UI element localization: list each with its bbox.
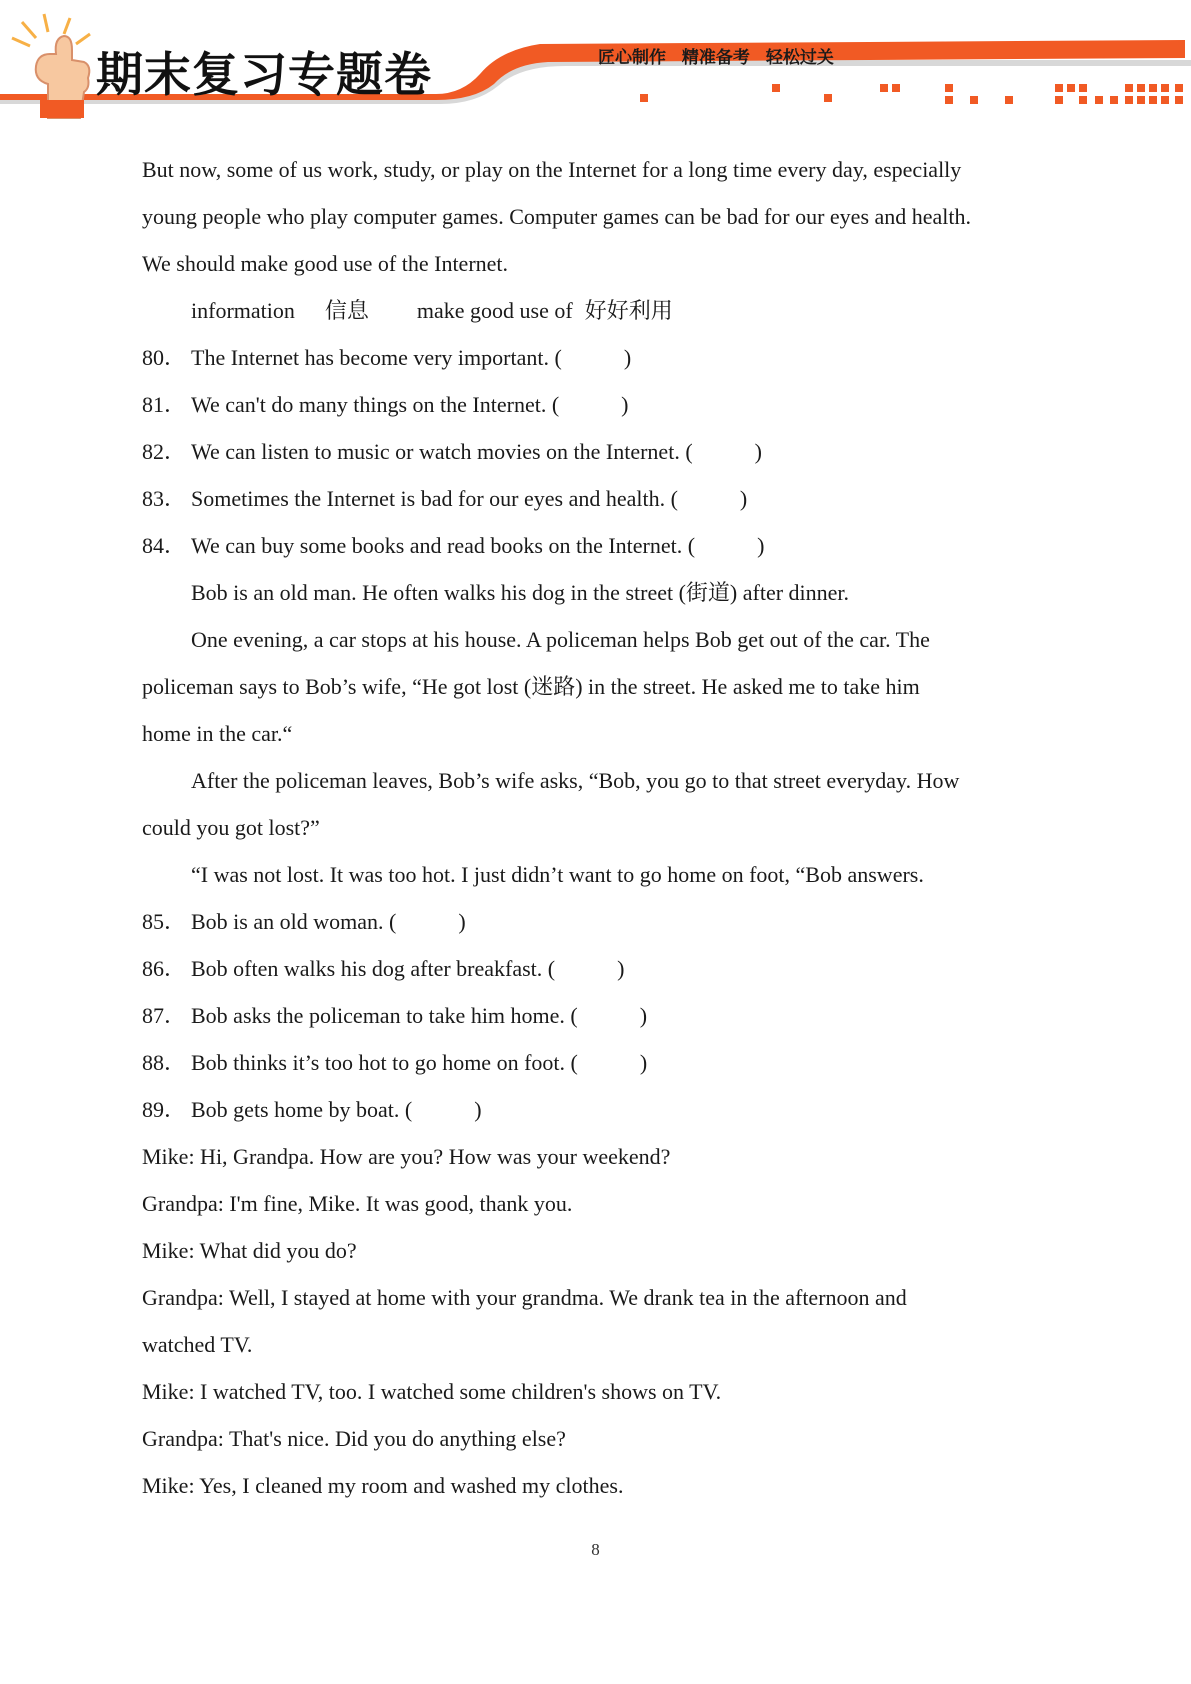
question-89 [142,1086,1062,1133]
question-text: The Internet has become very important. ( [191,345,562,370]
question-text: Bob asks the policeman to take him home. ( [191,1003,578,1028]
question-number: 83． [142,486,187,511]
page-content [142,146,1062,1509]
question-88 [142,1039,1062,1086]
question-close: ) [474,1097,482,1122]
question-number: 89． [142,1097,187,1122]
question-87 [142,992,1062,1039]
dialogue-line: Mike: What did you do? [142,1238,357,1263]
question-text: Bob is an old woman. ( [191,909,397,934]
vocab-gloss: 信息 [324,298,369,323]
question-close: ) [757,533,765,558]
question-82 [142,428,1062,475]
question-80 [142,334,1062,381]
header-slogan: 匠心制作 精准备考 轻松过关 [598,48,834,68]
question-number: 88． [142,1050,187,1075]
dialogue-line: Grandpa: I'm fine, Mike. It was good, thank you. [142,1191,573,1216]
question-number: 84． [142,533,187,558]
question-text: We can't do many things on the Internet. ( [191,392,560,417]
question-number: 80． [142,345,187,370]
page-header [0,0,1191,120]
question-close: ) [617,956,625,981]
question-text: We can buy some books and read books on the Internet. ( [191,533,696,558]
passage-line: “I was not lost. It was too hot. I just didn’t want to go home on foot, “Bob answers. [191,862,924,887]
passage-line: We should make good use of the Internet. [142,251,509,276]
passage-line: young people who play computer games. Computer games can be bad for our eyes and health. [142,204,972,229]
dialogue-line: Mike: Hi, Grandpa. How are you? How was your weekend? [142,1144,671,1169]
passage-line: policeman says to Bob’s wife, “He got lost (迷路) in the street. He asked me to take him [142,674,920,699]
vocab-term: make good use of [416,298,573,323]
question-close: ) [458,909,466,934]
question-85 [142,898,1062,945]
question-text: Bob often walks his dog after breakfast. ( [191,956,556,981]
question-text: We can listen to music or watch movies on the Internet. ( [191,439,693,464]
question-number: 87． [142,1003,187,1028]
question-text: Bob gets home by boat. ( [191,1097,413,1122]
question-83 [142,475,1062,522]
question-number: 86． [142,956,187,981]
exam-title: 期末复习专题卷 [96,48,432,103]
question-84 [142,522,1062,569]
question-81 [142,381,1062,428]
dialogue-line: Grandpa: Well, I stayed at home with your grandma. We drank tea in the afternoon and [142,1285,907,1310]
question-number: 85． [142,909,187,934]
question-text: Sometimes the Internet is bad for our eyes and health. ( [191,486,678,511]
passage-line: After the policeman leaves, Bob’s wife asks, “Bob, you go to that street everyday. How [191,768,960,793]
passage-line: Bob is an old man. He often walks his dog in the street (街道) after dinner. [191,580,850,605]
question-close: ) [754,439,762,464]
dialogue-line: watched TV. [142,1332,253,1357]
page-number: 8 [591,1540,600,1559]
question-86 [142,945,1062,992]
question-close: ) [739,486,748,511]
dialogue-line: Grandpa: That's nice. Did you do anything else? [142,1426,566,1451]
dialogue-line: Mike: Yes, I cleaned my room and washed my clothes. [142,1473,624,1498]
passage-line: One evening, a car stops at his house. A policeman helps Bob get out of the car. The [191,627,930,652]
vocab-gloss: 好好利用 [584,298,673,323]
dialogue-line: Mike: I watched TV, too. I watched some children's shows on TV. [142,1379,722,1404]
question-number: 82． [142,439,187,464]
question-close: ) [639,1003,648,1028]
question-number: 81． [142,392,187,417]
question-close: ) [623,345,632,370]
passage-line: could you got lost?” [142,815,320,840]
question-close: ) [621,392,629,417]
question-text: Bob thinks it’s too hot to go home on foot. ( [191,1050,578,1075]
passage-line: But now, some of us work, study, or play on the Internet for a long time every day, especially [142,157,962,182]
vocab-line [142,287,1062,334]
passage-line: home in the car.“ [142,721,293,746]
vocab-term: information [191,298,295,323]
question-close: ) [639,1050,648,1075]
